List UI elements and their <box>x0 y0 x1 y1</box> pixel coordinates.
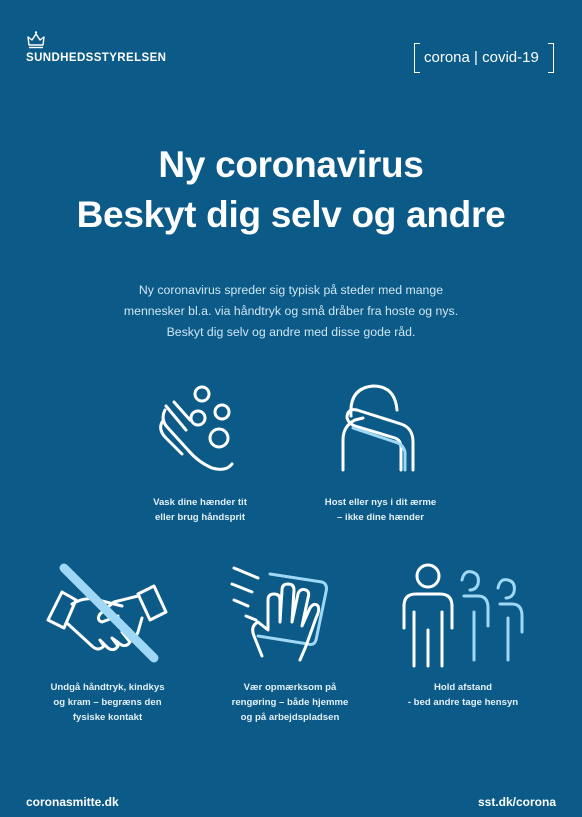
tip-distance-caption <box>388 680 538 710</box>
corona-tag-text: corona | covid-19 <box>424 49 539 66</box>
tip-caption-line: eller brug håndsprit <box>154 512 246 523</box>
intro-line1: Ny coronavirus spreder sig typisk på steder med mange <box>138 283 444 297</box>
tip-caption-line: - bed andre tage hensyn <box>407 697 519 708</box>
keep-distance-icon <box>398 562 530 670</box>
brand-name: SUNDHEDSSTYRELSEN <box>26 52 167 64</box>
tip-caption-line: og på arbejdspladsen <box>240 712 340 723</box>
crown-logo-icon <box>26 30 46 50</box>
intro-line3: Beskyt dig selv og andre med disse gode råd. <box>166 325 416 339</box>
tip-cough-caption <box>298 495 463 525</box>
tip-caption-line: Host eller nys i dit ærme <box>324 497 437 508</box>
tip-caption-line: – ikke dine hænder <box>337 512 424 523</box>
intro-line2: mennesker bl.a. via håndtryk og små dråber fra hoste og nys. <box>123 304 459 318</box>
corona-covid-tag <box>414 43 554 73</box>
tip-caption-line: Hold afstand <box>433 682 493 693</box>
page-title-line1: Ny coronavirus <box>158 144 424 185</box>
tip-no-handshake-caption <box>25 680 190 725</box>
footer-link-coronasmitte[interactable]: coronasmitte.dk <box>26 795 119 809</box>
footer-link-sst[interactable]: sst.dk/corona <box>477 795 556 809</box>
tip-caption-line: Vær opmærksom på <box>243 682 337 693</box>
tip-cleaning-caption <box>205 680 375 725</box>
page-title-line2: Beskyt dig selv og andre <box>76 194 506 235</box>
tip-wash-hands-caption <box>120 495 280 525</box>
tip-caption-line: rengøring – både hjemme <box>231 697 349 708</box>
tip-caption-line: fysiske kontakt <box>72 712 143 723</box>
cleaning-icon <box>228 560 343 670</box>
tip-caption-line: Vask dine hænder tit <box>153 497 247 508</box>
cough-elbow-icon <box>333 380 423 475</box>
tip-caption-line: Undgå håndtryk, kindkys <box>50 682 165 693</box>
intro-text <box>60 280 522 343</box>
wash-hands-icon <box>150 380 245 480</box>
no-handshake-icon <box>42 562 172 672</box>
tip-caption-line: og kram – begræns den <box>53 697 162 708</box>
